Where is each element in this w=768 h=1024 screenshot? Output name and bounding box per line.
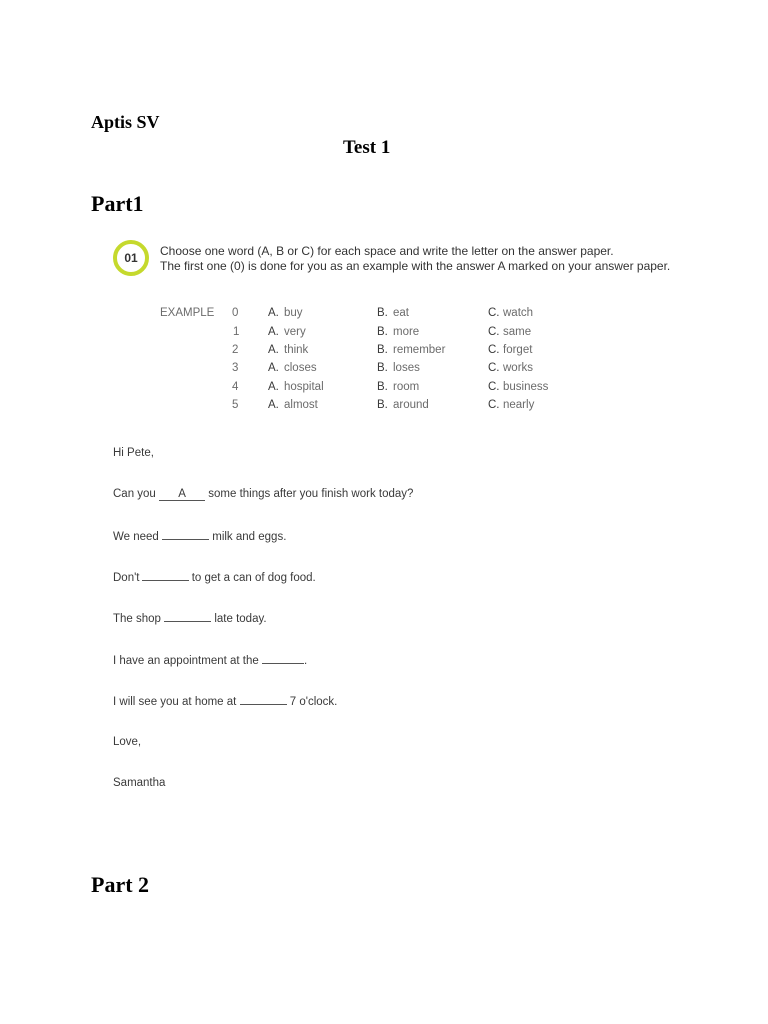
option-b-letter: B. (377, 399, 388, 411)
option-c-letter: C. (488, 307, 500, 319)
option-c-letter: C. (488, 326, 500, 338)
letter-signature: Samantha (113, 777, 166, 789)
line-text-before: Don't (113, 572, 140, 584)
line-text-after: 7 o'clock. (289, 696, 338, 708)
task-number-badge (113, 240, 149, 276)
option-b-letter: B. (377, 344, 388, 356)
option-c-word: same (503, 326, 532, 338)
option-b-letter: B. (377, 362, 388, 374)
option-b-letter: B. (377, 381, 388, 393)
option-b-word: more (393, 326, 420, 338)
option-row-number: 5 (232, 399, 239, 411)
option-a-letter: A. (268, 344, 279, 356)
line-text-before: Can you (113, 488, 156, 500)
line-text-before: We need (113, 531, 159, 543)
option-b-letter: B. (377, 326, 388, 338)
option-a-letter: A. (268, 307, 279, 319)
letter-line-3 (113, 570, 316, 584)
option-row-number: 2 (232, 344, 239, 356)
option-b-letter: B. (377, 307, 388, 319)
option-a-word: think (284, 344, 309, 356)
option-c-word: works (503, 362, 534, 374)
letter-line-6 (113, 694, 337, 708)
option-row-number: 3 (232, 362, 239, 374)
instruction-line-1: Choose one word (A, B or C) for each space and write the letter on the answer paper. (160, 244, 614, 258)
option-c-letter: C. (488, 381, 500, 393)
option-a-letter: A. (268, 381, 279, 393)
line-text-after: late today. (214, 613, 267, 625)
part1-heading: Part1 (91, 191, 144, 216)
option-b-word: loses (393, 362, 420, 374)
option-a-word: hospital (284, 381, 324, 393)
line-text-after: to get a can of dog food. (191, 572, 316, 584)
answer-blank-3 (164, 611, 211, 622)
option-b-word: eat (393, 307, 409, 319)
answer-blank-1 (162, 529, 209, 540)
option-c-letter: C. (488, 344, 500, 356)
option-a-word: almost (284, 399, 318, 411)
example-label: EXAMPLE (160, 307, 215, 319)
option-b-word: room (393, 381, 420, 393)
letter-line-5 (113, 653, 307, 667)
option-a-word: closes (284, 362, 317, 374)
option-c-word: business (503, 381, 549, 393)
instruction-line-2: The first one (0) is done for you as an example with the answer A marked on your answer paper. (160, 259, 671, 273)
option-c-word: forget (503, 344, 533, 356)
answer-blank-5 (240, 694, 287, 705)
option-a-letter: A. (268, 399, 279, 411)
answer-blank-example: A (159, 488, 205, 501)
letter-greeting: Hi Pete, (113, 447, 154, 459)
option-a-word: very (284, 326, 306, 338)
option-c-letter: C. (488, 399, 500, 411)
line-text-before: I have an appointment at the (113, 655, 259, 667)
option-row-number: 1 (233, 326, 240, 338)
answer-blank-4 (262, 653, 304, 664)
line-text-after: milk and eggs. (212, 531, 287, 543)
part2-heading: Part 2 (91, 872, 150, 897)
letter-line-4 (113, 611, 267, 625)
line-text-after: . (303, 655, 308, 667)
letter-line-2 (113, 529, 286, 543)
answer-blank-2 (142, 570, 189, 581)
option-a-word: buy (284, 307, 303, 319)
option-a-letter: A. (268, 326, 279, 338)
letter-line-1 (113, 488, 413, 501)
document-title: Aptis SV (91, 112, 160, 132)
option-c-letter: C. (488, 362, 500, 374)
option-c-word: nearly (503, 399, 535, 411)
task-number: 01 (124, 251, 138, 265)
option-b-word: around (393, 399, 429, 411)
line-text-after: some things after you finish work today? (208, 488, 414, 500)
option-row-number: 4 (232, 381, 239, 393)
option-row-number: 0 (232, 307, 239, 319)
option-a-letter: A. (268, 362, 279, 374)
line-text-before: I will see you at home at (113, 696, 237, 708)
test-title: Test 1 (343, 137, 391, 158)
option-b-word: remember (393, 344, 446, 356)
letter-closing: Love, (113, 736, 142, 748)
option-c-word: watch (503, 307, 534, 319)
line-text-before: The shop (113, 613, 161, 625)
